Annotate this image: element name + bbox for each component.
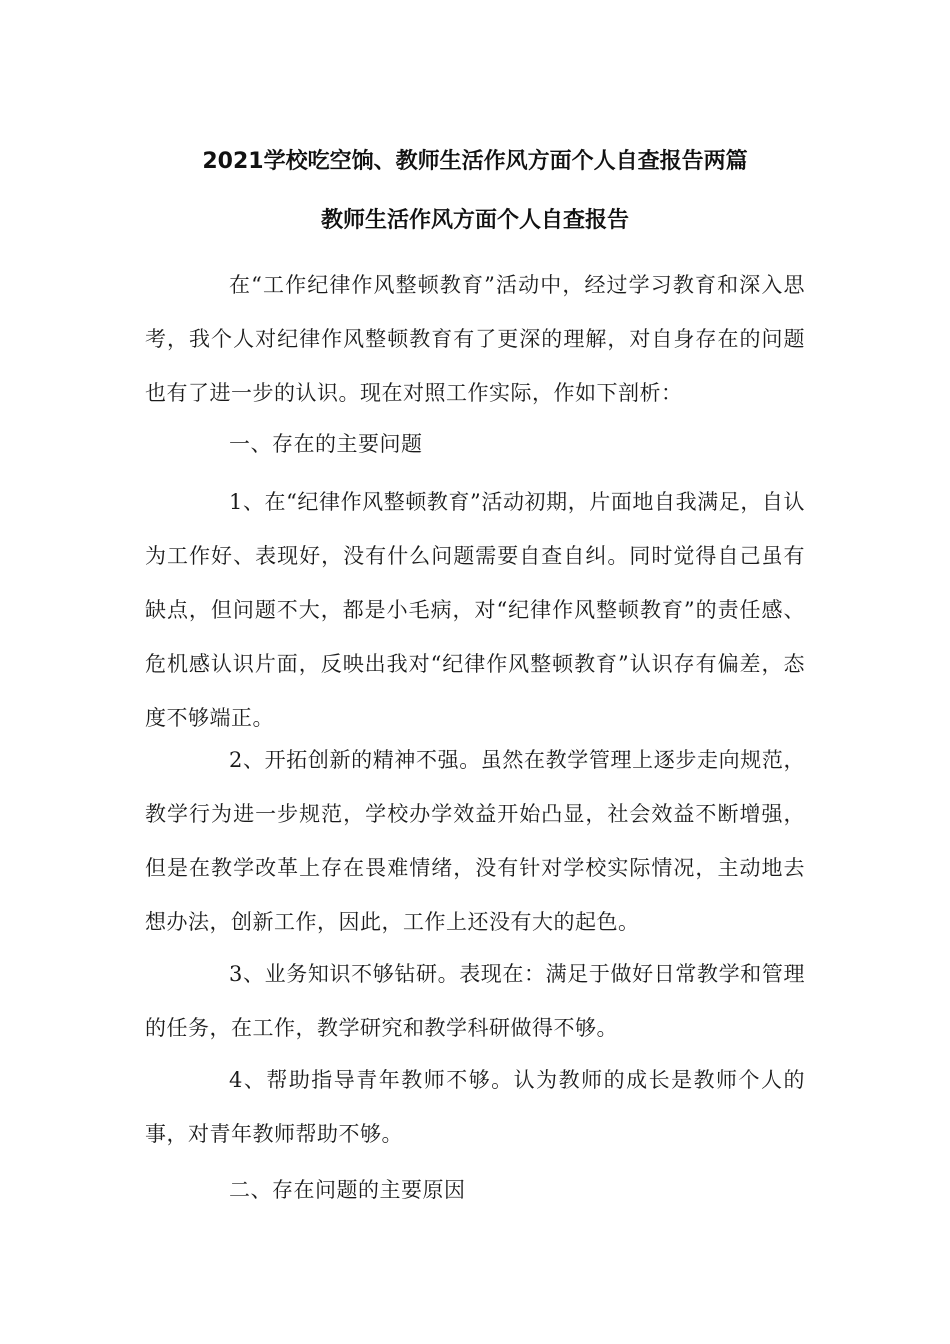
item-paragraph-3: 3、业务知识不够钻研。表现在：满足于做好日常教学和管理的任务，在工作，教学研究和教学科研做得不够。	[145, 962, 805, 1040]
item-paragraph-4: 4、帮助指导青年教师不够。认为教师的成长是教师个人的事，对青年教师帮助不够。	[145, 1068, 805, 1146]
section-two-heading: 二、存在问题的主要原因	[229, 1178, 466, 1202]
item-paragraph-1: 1、在“纪律作风整顿教育”活动初期，片面地自我满足，自认为工作好、表现好，没有什么问题需要自查自纠。同时觉得自己虽有缺点，但问题不大，都是小毛病，对“纪律作风整顿教育”的责任感、危机感认识片面，反映出我对“纪律作风整顿教育”认识存有偏差，态度不够端正。	[145, 490, 805, 730]
item-paragraph-2: 2、开拓创新的精神不强。虽然在教学管理上逐步走向规范，教学行为进一步规范，学校办学效益开始凸显，社会效益不断增强，但是在教学改革上存在畏难情绪，没有针对学校实际情况，主动地去想办法，创新工作，因此，工作上还没有大的起色。	[145, 748, 805, 934]
intro-paragraph: 在“工作纪律作风整顿教育”活动中，经过学习教育和深入思考，我个人对纪律作风整顿教育有了更深的理解，对自身存在的问题也有了进一步的认识。现在对照工作实际，作如下剖析：	[145, 273, 805, 405]
section-one-heading: 一、存在的主要问题	[229, 432, 423, 456]
document-subtitle: 教师生活作风方面个人自查报告	[320, 208, 629, 233]
document-title: 2021学校吃空饷、教师生活作风方面个人自查报告两篇	[202, 149, 748, 174]
